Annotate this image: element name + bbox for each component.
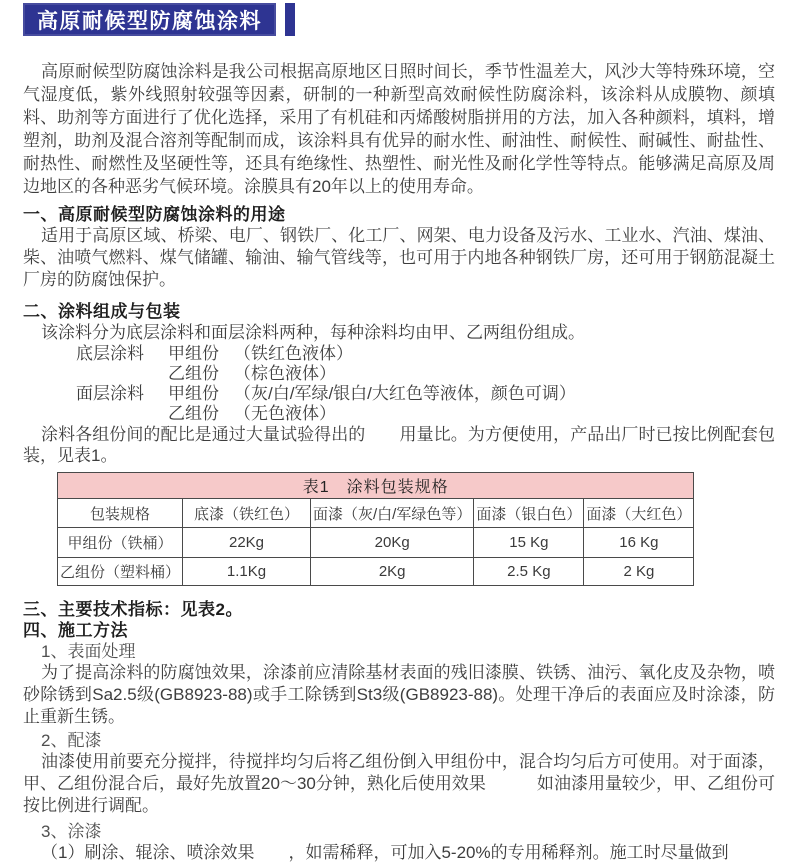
table-cell: 22Kg	[183, 528, 311, 558]
step-paragraph-painting: （1）刷涂、辊涂、喷涂效果 ，如需稀释，可加入5-20%的专用稀释剂。施工时尽量做到	[41, 843, 729, 862]
section-heading-usage: 一、高原耐候型防腐蚀涂料的用途	[23, 205, 286, 224]
row-header: 甲组份（铁桶）	[58, 528, 183, 558]
part-color-desc: （灰/白/军绿/银白/大红色等液体，颜色可调）	[234, 384, 576, 403]
layer-label: 底层涂料	[76, 344, 144, 363]
part-label: 甲组份	[168, 384, 219, 403]
column-header: 面漆（大红色）	[584, 499, 694, 528]
header	[23, 3, 775, 36]
table-cell: 16 Kg	[584, 528, 694, 558]
title-accent-bar	[285, 3, 295, 36]
part-color-desc: （无色液体）	[234, 404, 336, 423]
layer-label: 面层涂料	[76, 384, 144, 403]
table-title: 表1 涂料包装规格	[58, 473, 694, 499]
part-label: 乙组份	[168, 404, 219, 423]
step-paragraph-mixing: 油漆使用前要充分搅拌，待搅拌均匀后将乙组份倒入甲组份中，混合均匀后方可使用。对于面漆，甲、乙组份混合后，最好先放置20～30分钟，熟化后使用效果 如油漆用量较少，甲、乙组份可按比例进行调配。	[23, 752, 775, 815]
component-row	[23, 404, 775, 424]
intro-paragraph: 高原耐候型防腐蚀涂料是我公司根据高原地区日照时间长，季节性温差大，风沙大等特殊环境，空气湿度低，紫外线照射较强等因素，研制的一种新型高效耐候性防腐涂料，该涂料从成膜物、颜填料、助剂等方面进行了优化选择，采用了有机硅和丙烯酸树脂拼用的方法，加入各种颜料，填料，增塑剂，助剂及混合溶剂等配制而成，该涂料具有优异的耐水性、耐油性、耐候性、耐碱性、耐盐性、耐热性、耐燃性及坚硬性等，还具有绝缘性、热塑性、耐光性及耐化学性等特点。能够满足高原及周边地区的各种恶劣气候环境。涂膜具有20年以上的使用寿命。	[23, 62, 775, 196]
step-label-surface: 1、表面处理	[41, 642, 136, 661]
section-heading-indicators: 三、主要技术指标：见表2。	[23, 600, 243, 619]
layer-label	[76, 364, 168, 384]
table-cell: 2Kg	[311, 558, 474, 586]
step-paragraph-surface: 为了提高涂料的防腐蚀效果，涂漆前应清除基材表面的残旧漆膜、铁锈、油污、氧化皮及杂物，喷砂除锈到Sa2.5级(GB8923-88)或手工除锈到St3级(GB8923-88)。处理干净后的表面应及时涂漆，防止重新生锈。	[23, 663, 775, 726]
component-row	[23, 344, 775, 364]
component-list	[23, 344, 775, 424]
table-cell: 1.1Kg	[183, 558, 311, 586]
column-header: 包装规格	[58, 499, 183, 528]
table-cell: 20Kg	[311, 528, 474, 558]
part-label: 乙组份	[168, 364, 219, 383]
table-cell: 2.5 Kg	[474, 558, 584, 586]
page-title: 高原耐候型防腐蚀涂料	[37, 9, 262, 33]
ratio-note: 涂料各组份间的配比是通过大量试验得出的 用量比。为方便使用，产品出厂时已按比例配套包装，见表1。	[23, 425, 775, 465]
column-header: 面漆（银白色）	[474, 499, 584, 528]
table-row	[58, 528, 694, 558]
component-row	[23, 364, 775, 384]
table-cell: 2 Kg	[584, 558, 694, 586]
component-row	[23, 384, 775, 404]
table-row	[58, 558, 694, 586]
layer-label	[76, 404, 168, 424]
step-label-mixing: 2、配漆	[41, 731, 102, 750]
table-cell: 15 Kg	[474, 528, 584, 558]
part-label: 甲组份	[168, 344, 219, 363]
composition-intro: 该涂料分为底层涂料和面层涂料两种，每种涂料均由甲、乙两组份组成。	[41, 323, 585, 342]
usage-paragraph: 适用于高原区域、桥梁、电厂、钢铁厂、化工厂、网架、电力设备及污水、工业水、汽油、煤油、柴、油喷气燃料、煤气储罐、输油、输气管线等，也可用于内地各种钢铁厂房，还可用于钢筋混凝土厂房的防腐蚀保护。	[23, 226, 775, 289]
part-color-desc: （棕色液体）	[234, 364, 336, 383]
section-heading-method: 四、施工方法	[23, 621, 128, 640]
packaging-table	[57, 472, 694, 586]
part-color-desc: （铁红色液体）	[234, 344, 353, 363]
section-heading-composition: 二、涂料组成与包装	[23, 302, 181, 321]
column-header: 底漆（铁红色）	[183, 499, 311, 528]
row-header: 乙组份（塑料桶）	[58, 558, 183, 586]
column-header: 面漆（灰/白/军绿色等）	[311, 499, 474, 528]
step-label-painting: 3、涂漆	[41, 822, 102, 841]
page-title-banner	[23, 3, 276, 36]
